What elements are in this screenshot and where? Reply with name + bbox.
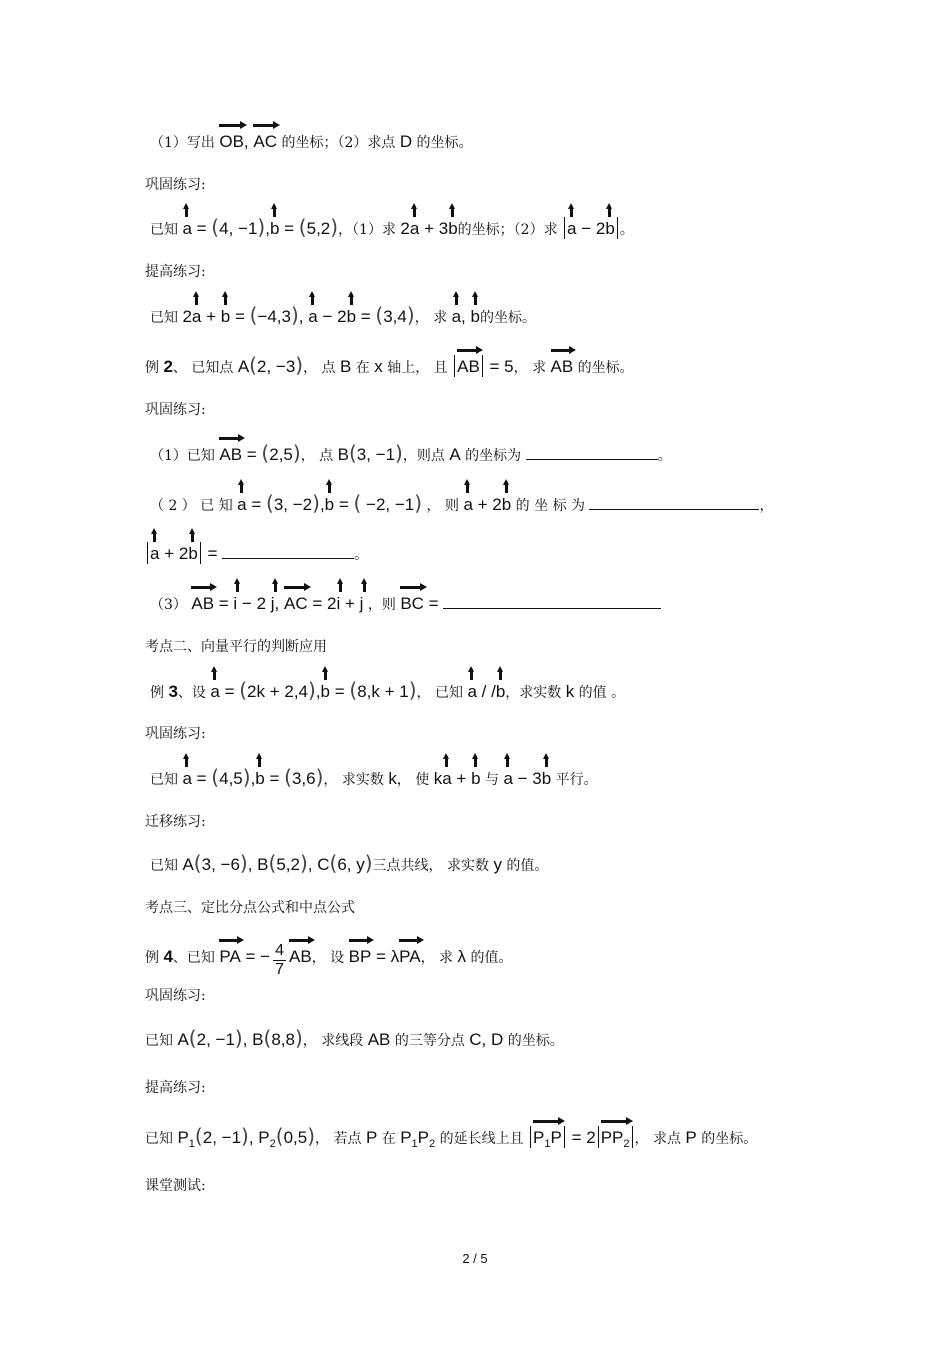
question-l5: （1）已知 AB = (2,5)， 点 B(3, −1)，则点 A 的坐标为 。 <box>150 441 672 465</box>
heading-consolidation-4: 巩固练习: <box>145 988 206 1004</box>
question-l11: 已知 A(3, −6), B(5,2), C(6, y)三点共线， 求实数 y 的值。 <box>150 851 549 875</box>
heading-advanced-2: 提高练习: <box>145 1080 206 1096</box>
example-3: 例 3、设 a = (2k + 2,4),b = (8,k + 1)， 已知 a / /b，求实数 k 的值 。 <box>150 678 626 702</box>
heading-topic-3: 考点三、定比分点公式和中点公式 <box>145 900 355 916</box>
heading-consolidation-2: 巩固练习: <box>145 402 206 418</box>
question-l10: 已知 a = (4,5),b = (3,6)， 求实数 k， 使 ka + b 与 a − 3b 平行。 <box>150 765 598 789</box>
question-l6: （ 2 ） 已 知 a = (3, −2),b = ( −2, −1) ， 则 a + 2b 的 坐 标 为 ， <box>150 491 774 515</box>
question-l7: a + 2b = 。 <box>145 542 950 565</box>
question-l2: 已知 a = (4, −1),b = (5,2)，（1）求 2a + 3b的坐标；（2）求 a − 2b 。 <box>150 215 634 239</box>
page-number: 2 / 5 <box>462 1251 488 1266</box>
question-l8: （3） AB = i − 2 j, AC = 2i + j ，则 BC = <box>150 594 950 615</box>
question-l3: 已知 2a + b = (−4,3), a − 2b = (3,4)， 求 a, b的坐标。 <box>150 303 536 327</box>
heading-topic-2: 考点二、向量平行的判断应用 <box>145 639 327 655</box>
question-l14: 已知 $P_1(2$, −1), $P_2(0,5)$， 若点 P 在 $P_1P_2$ 的延长线上且 $P_1P = 2$ $PP_2$ ， 求点 P 的坐标。 <box>145 1126 950 1154</box>
example-2: 例 2、 已知点 A(2, −3)， 点 B 在 x 轴上， 且 AB = 5， 求 AB 的坐标。 <box>145 353 634 377</box>
question-l13: 已知 A(2, −1), B(8,8)， 求线段 AB 的三等分点 C, D 的坐标。 <box>145 1026 564 1050</box>
heading-class-test: 课堂测试: <box>145 1178 206 1194</box>
example-4: 例 4、已知 PA = − $\frac{4}{7}$ AB， 设 BP = λPA， 求 λ 的值。 <box>145 942 513 978</box>
question-l1: （1）写出 OB, AC 的坐标；（2）求点 D 的坐标。 <box>150 132 473 151</box>
heading-consolidation-3: 巩固练习: <box>145 726 206 742</box>
heading-consolidation: 巩固练习: <box>145 177 206 193</box>
heading-advanced: 提高练习: <box>145 264 206 280</box>
heading-transfer: 迁移练习: <box>145 814 206 830</box>
